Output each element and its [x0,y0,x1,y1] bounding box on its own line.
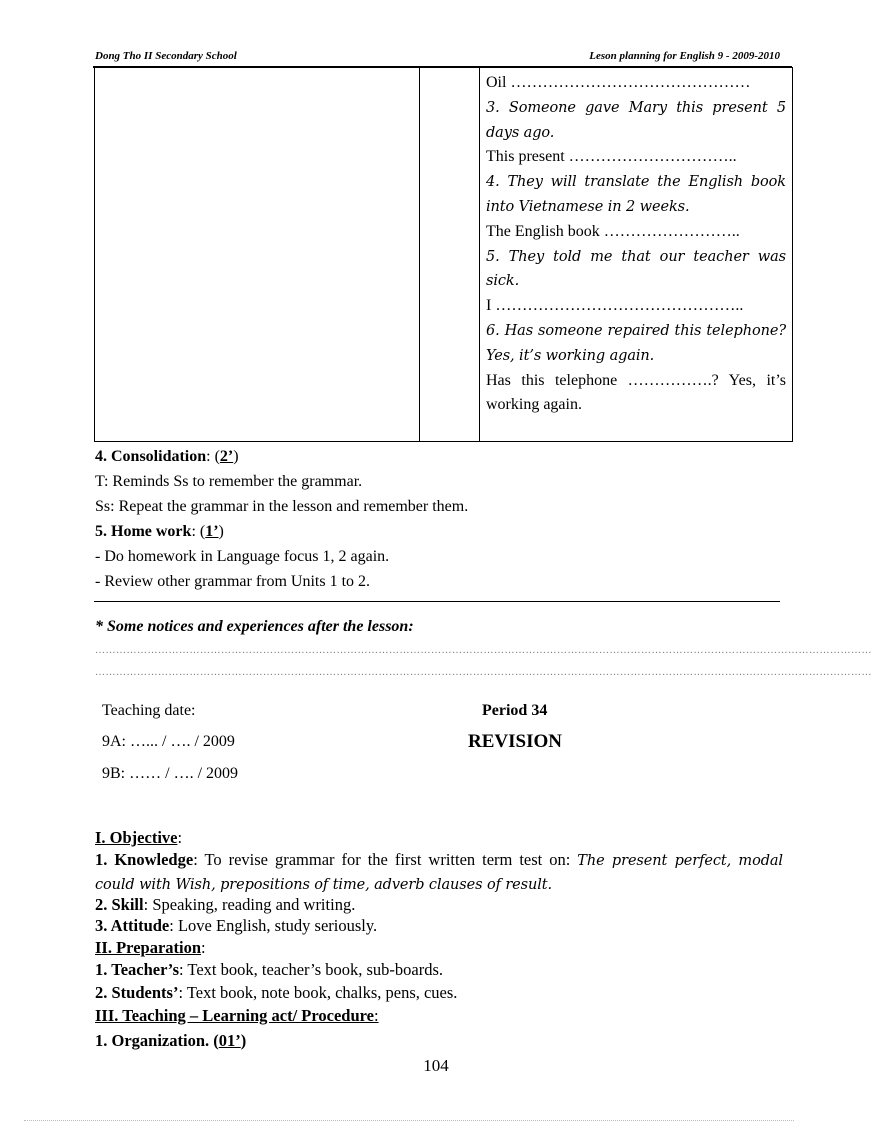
objective-heading: I. Objective: [95,828,183,847]
header-school: Dong Tho II Secondary School [95,50,237,62]
organization-line: 1. Organization. (01’) [95,1031,247,1050]
table-cell-steps [95,68,420,442]
preparation-teacher: 1. Teacher’s: Text book, teacher’s book, sub-boards. [95,960,444,979]
lesson-table [94,67,793,442]
exercise-answer-line: Has this telephone …………….? Yes, it’s working again. [486,371,786,414]
exercise-lines [480,68,792,418]
homework-heading: 5. Home work: (1’) [95,523,224,540]
class-9a-date: 9A: …... / …. / 2009 [102,733,235,750]
exercise-answer-line: Oil ……………………………………… [486,74,751,91]
table-cell-content [480,68,793,442]
consolidation-time: 2’ [219,448,234,465]
exercise-answer-line: I ……………………………………….. [486,297,744,315]
exercise-sentence: 3. Someone gave Mary this present 5 days ago. [486,99,786,141]
procedure-heading: III. Teaching – Learning act/ Procedure: [95,1006,379,1025]
preparation-students: 2. Students’: Text book, note book, chalks, pens, cues. [95,983,458,1002]
consolidation-line-2: Ss: Repeat the grammar in the lesson and remember them. [95,498,469,515]
homework-line-1: - Do homework in Language focus 1, 2 again. [95,548,390,565]
exercise-answer-line: This present ………………………….. [486,148,737,166]
objective-attitude: 3. Attitude: Love English, study seriously. [95,916,378,935]
page-number: 104 [423,1056,449,1075]
objective-knowledge: 1. Knowledge: To revise grammar for the first written term test on: The present perfect, modal could with Wish, prepositions of time, adverb clauses of result. [95,850,783,893]
notices-title: * Some notices and experiences after the lesson: [95,618,414,635]
exercise-sentence: 5. They told me that our teacher was sick. [486,248,786,290]
objective-skill: 2. Skill: Speaking, reading and writing. [95,895,356,914]
exercise-sentence: 4. They will translate the English book into Vietnamese in 2 weeks. [486,174,786,215]
preparation-heading: II. Preparation: [95,938,206,957]
header-course: Leson planning for English 9 - 2009-2010 [589,50,780,62]
page-bottom-border [24,1120,794,1121]
table-cell-time [420,68,480,442]
notices-dots-1: …………………………………………………………………………………………………………………………………………………………………………………………………… [95,645,872,656]
exercise-answer-line: The English book …………………….. [486,222,740,240]
period-number: Period 34 [482,702,548,719]
notices-dots-2: …………………………………………………………………………………………………………………………………………………………………………………………………… [95,667,872,678]
homework-line-2: - Review other grammar from Units 1 to 2. [95,573,371,590]
exercise-sentence: 6. Has someone repaired this telephone? Yes, it’s working again. [486,322,786,364]
consolidation-heading: 4. Consolidation: (2’) [95,448,239,465]
lesson-title: REVISION [468,731,562,752]
class-9b-date: 9B: …… / …. / 2009 [102,765,239,782]
section-divider [94,601,780,602]
teaching-date-label: Teaching date: [102,702,196,719]
consolidation-line-1: T: Reminds Ss to remember the grammar. [95,473,363,490]
homework-time: 1’ [205,523,219,540]
